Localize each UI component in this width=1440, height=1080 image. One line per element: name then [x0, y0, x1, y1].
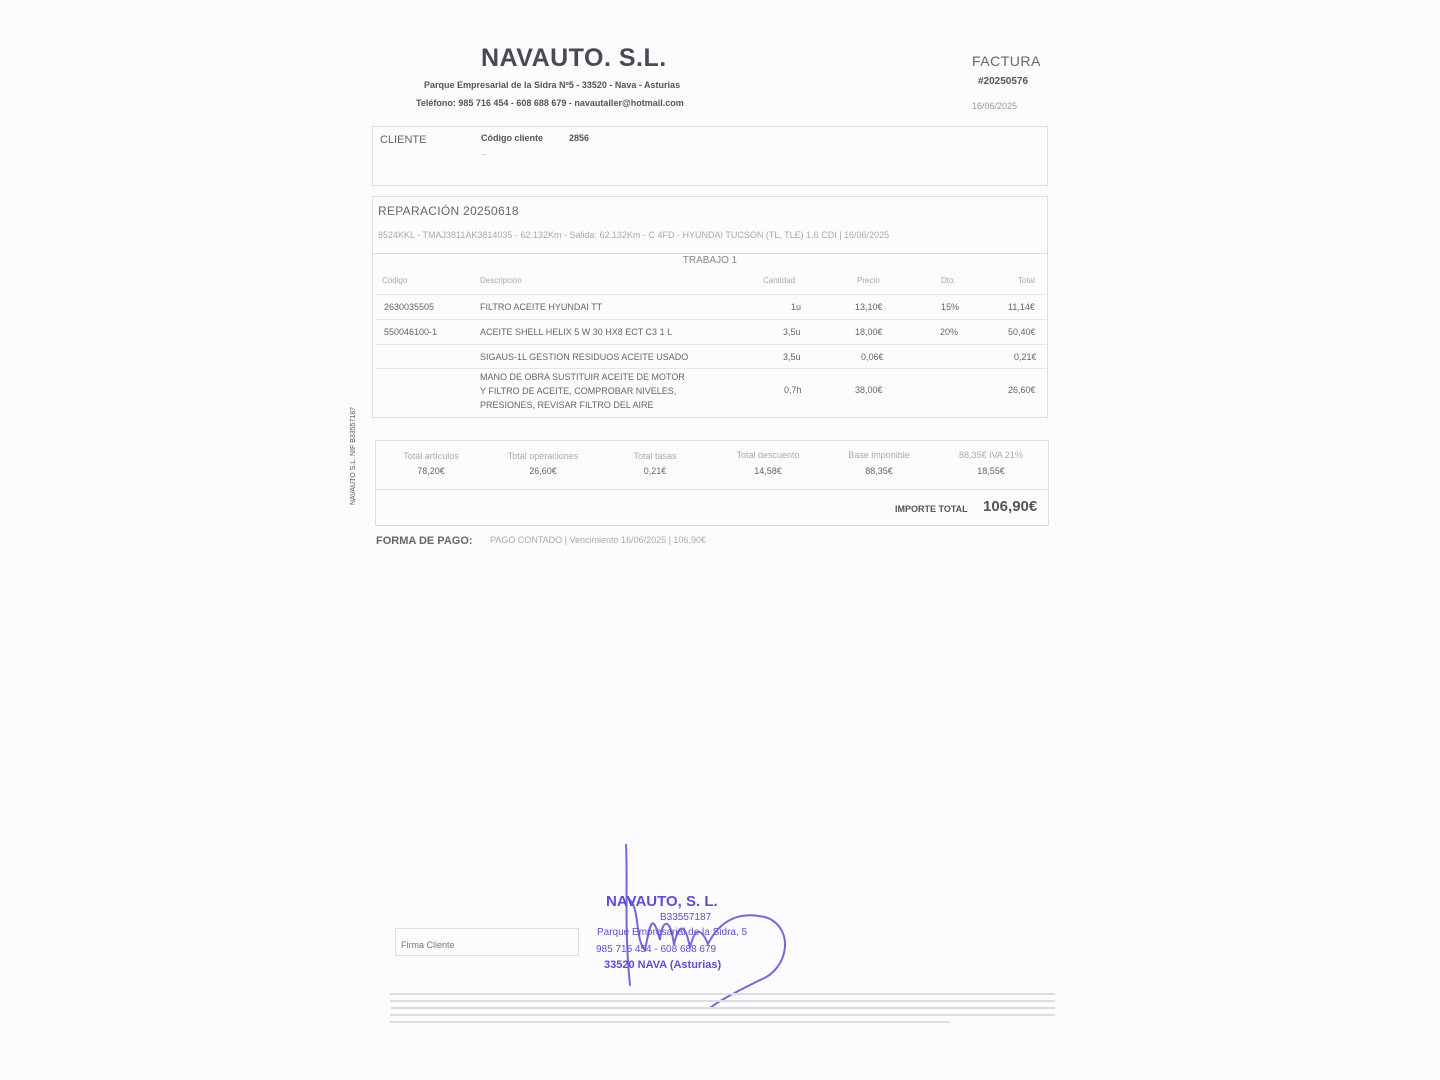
company-name: NAVAUTO. S.L. [481, 44, 667, 72]
stamp-phone: 985 716 454 - 608 688 679 [596, 944, 717, 955]
stamp-city: 33520 NAVA (Asturias) [604, 959, 722, 971]
row-qty: 3,5u [783, 327, 801, 337]
handwritten-signature [590, 840, 810, 1010]
row-code: 550046100-1 [384, 327, 438, 337]
total-value: 78,20€ [417, 466, 445, 476]
row-qty: 3,5u [783, 352, 801, 362]
totals-divider [375, 489, 1047, 490]
row-desc: PRESIONES, REVISAR FILTRO DEL AIRE [480, 400, 654, 410]
row-price: 18,00€ [855, 327, 883, 337]
row-price: 38,00€ [855, 385, 883, 395]
client-code: 2856 [569, 133, 590, 143]
legal-fine-print [390, 1007, 1055, 1009]
row-desc: ACEITE SHELL HELIX 5 W 30 HX8 ECT C3 1 L [480, 327, 673, 337]
stamp-nif: B33557187 [660, 912, 712, 923]
row-total: 11,14€ [1008, 302, 1035, 312]
total-value: 18,55€ [977, 466, 1005, 476]
importe-total-value: 106,90€ [983, 498, 1038, 515]
client-label: CLIENTE [380, 134, 427, 146]
total-label: Total tasas [633, 451, 677, 461]
legal-fine-print [390, 993, 1055, 995]
company-phone: Teléfono: 985 716 454 - 608 688 679 - navautaller@hotmail.com [416, 98, 684, 108]
row-divider [376, 319, 1046, 320]
row-code: 2630035505 [384, 302, 435, 312]
row-total: 50,40€ [1008, 327, 1036, 337]
invoice-number: #20250576 [978, 76, 1029, 87]
payment-value: PAGO CONTADO | Vencimiento 16/06/2025 | 106,90€ [490, 535, 706, 545]
client-code-label: Código cliente [481, 133, 544, 143]
row-total: 0,21€ [1014, 352, 1037, 362]
col-desc: Descripción [480, 276, 522, 285]
row-divider [376, 294, 1046, 295]
vehicle-info: 8524KKL - TMAJ3811AK3814035 - 62.132Km - Salida: 62.132Km - C 4FD - HYUNDAI TUCSON (TL, TLE) 1.6 CDI | 16/06/2025 [378, 230, 890, 240]
legal-fine-print [390, 1021, 950, 1023]
importe-total-label: IMPORTE TOTAL [895, 504, 968, 514]
total-value: 88,35€ [865, 466, 893, 476]
row-price: 13,10€ [855, 302, 883, 312]
stamp-address: Parque Empresarial de la Sidra, 5 [597, 927, 748, 938]
row-desc: Y FILTRO DE ACEITE, COMPROBAR NIVELES, [480, 386, 677, 396]
side-registration-text: NAVAUTO S.L. NIF B33557187 [350, 406, 357, 505]
col-price: Precio [857, 276, 880, 285]
total-label: Base imponible [848, 450, 910, 460]
stamp-company: NAVAUTO, S. L. [606, 893, 718, 910]
total-label: Total artículos [403, 451, 459, 461]
row-disc: 15% [941, 302, 960, 312]
row-divider [376, 344, 1046, 345]
legal-fine-print [390, 1014, 1055, 1016]
row-qty: 1u [791, 302, 802, 312]
row-disc: 20% [940, 327, 959, 337]
row-desc: MANO DE OBRA SUSTITUIR ACEITE DE MOTOR [480, 372, 685, 382]
legal-fine-print [390, 1000, 1055, 1002]
row-price: 0,06€ [861, 352, 884, 362]
total-value: 14,58€ [754, 466, 782, 476]
col-total: Total [1018, 276, 1035, 285]
total-value: 26,60€ [529, 466, 557, 476]
row-total: 26,60€ [1008, 385, 1036, 395]
repair-title: REPARACIÓN 20250618 [378, 204, 519, 218]
total-label: 88,35€ IVA 21% [959, 450, 1023, 460]
row-divider [376, 368, 1046, 369]
client-signature-label: Firma Cliente [401, 940, 455, 950]
col-qty: Cantidad [763, 276, 796, 285]
payment-label: FORMA DE PAGO: [376, 535, 473, 547]
row-qty: 0,7h [784, 385, 802, 395]
client-extra: -- [481, 150, 487, 159]
col-code: Código [382, 276, 408, 285]
invoice-date: 16/06/2025 [972, 101, 1018, 111]
client-box [372, 126, 1048, 186]
total-label: Total operaciones [507, 451, 579, 461]
col-disc: Dto. [941, 276, 956, 285]
row-desc: SIGAUS-1L GESTION RESIDUOS ACEITE USADO [480, 352, 689, 362]
total-value: 0,21€ [643, 466, 667, 476]
company-address: Parque Empresarial de la Sidra Nº5 - 33520 - Nava - Asturias [424, 80, 681, 90]
work-title: TRABAJO 1 [372, 253, 1048, 266]
row-desc: FILTRO ACEITE HYUNDAI TT [480, 302, 603, 312]
document-type: FACTURA [972, 53, 1041, 69]
total-label: Total descuento [736, 450, 800, 460]
